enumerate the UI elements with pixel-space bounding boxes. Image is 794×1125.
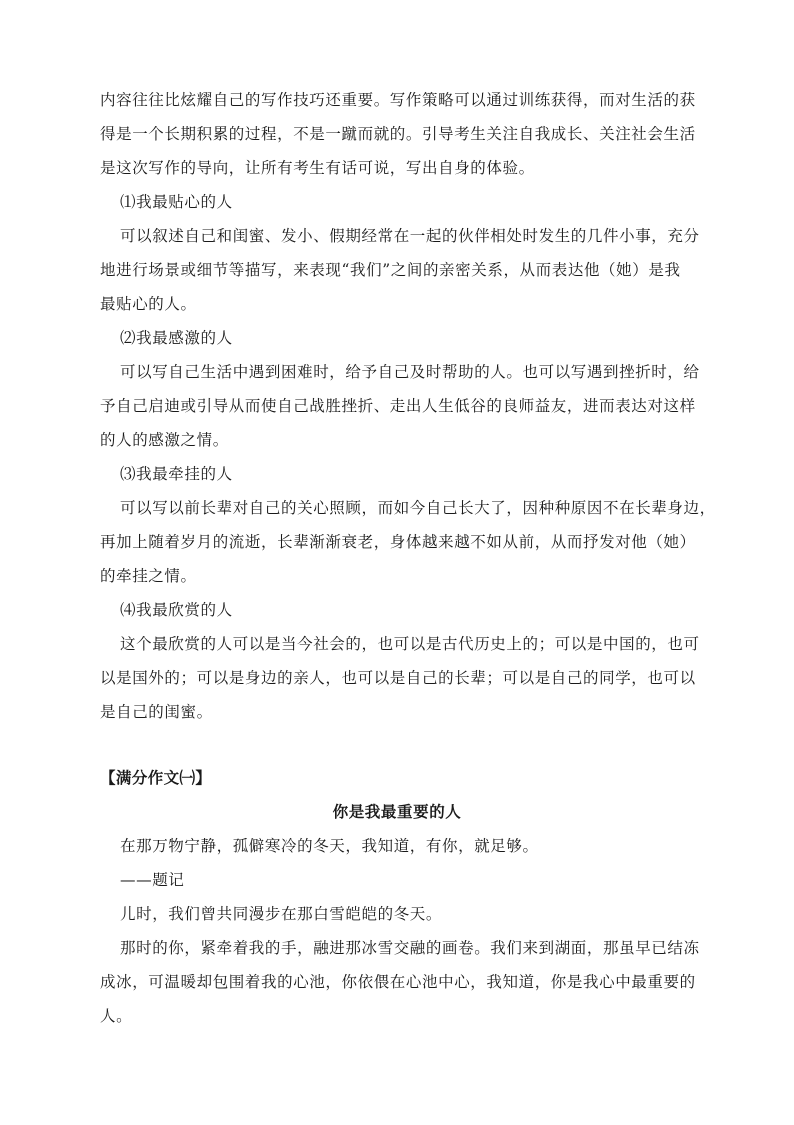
essay-label: 【满分作文㈠】 bbox=[100, 769, 212, 787]
essay-title: 你是我最重要的人 bbox=[332, 803, 462, 821]
intro-line-2: 得是一个长期积累的过程，不是一蹴而就的。引导考生关注自我成长、关注社会生活 bbox=[100, 125, 696, 143]
essay-paragraph-2-line-1: 那时的你，紧牵着我的手，融进那冰雪交融的画卷。我们来到湖面，那虽早已结冻 bbox=[120, 939, 700, 957]
section-4-line-1: 这个最欣赏的人可以是当今社会的，也可以是古代历史上的；可以是中国的，也可 bbox=[120, 635, 700, 653]
section-1-line-1: 可以叙述自己和闺蜜、发小、假期经常在一起的伙伴相处时发生的几件小事，充分 bbox=[120, 227, 700, 245]
section-2-heading: ⑵我最感激的人 bbox=[120, 329, 233, 347]
section-3-heading: ⑶我最牵挂的人 bbox=[120, 465, 233, 483]
section-4-heading: ⑷我最欣赏的人 bbox=[120, 601, 233, 619]
section-2-line-1: 可以写自己生活中遇到困难时，给予自己及时帮助的人。也可以写遇到挫折时，给 bbox=[120, 363, 700, 381]
section-1-heading: ⑴我最贴心的人 bbox=[120, 193, 233, 211]
section-3-line-1: 可以写以前长辈对自己的关心照顾，而如今自己长大了，因种种原因不在长辈身边， bbox=[120, 499, 716, 517]
section-3-line-2: 再加上随着岁月的流逝，长辈渐渐衰老，身体越来越不如从前，从而抒发对他（她） bbox=[100, 533, 696, 551]
essay-paragraph-2-line-3: 人。 bbox=[100, 1007, 133, 1025]
essay-epigraph-attribution: ——题记 bbox=[120, 871, 185, 889]
section-1-line-3: 最贴心的人。 bbox=[100, 295, 197, 313]
essay-paragraph-1: 儿时，我们曾共同漫步在那白雪皑皑的冬天。 bbox=[120, 905, 443, 923]
section-3-line-3: 的牵挂之情。 bbox=[100, 567, 197, 585]
essay-epigraph: 在那万物宁静，孤僻寒冷的冬天，我知道，有你，就足够。 bbox=[120, 837, 539, 855]
section-2-line-2: 予自己启迪或引导从而使自己战胜挫折、走出人生低谷的良师益友，进而表达对这样 bbox=[100, 397, 696, 415]
essay-paragraph-2-line-2: 成冰，可温暖却包围着我的心池，你依偎在心池中心，我知道，你是我心中最重要的 bbox=[100, 973, 696, 991]
intro-line-1: 内容往往比炫耀自己的写作技巧还重要。写作策略可以通过训练获得，而对生活的获 bbox=[100, 91, 696, 109]
section-1-line-2: 地进行场景或细节等描写，来表现“我们”之间的亲密关系，从而表达他（她）是我 bbox=[100, 261, 681, 279]
section-4-line-3: 是自己的闺蜜。 bbox=[100, 703, 213, 721]
section-4-line-2: 以是国外的；可以是身边的亲人，也可以是自己的长辈；可以是自己的同学，也可以 bbox=[100, 669, 696, 687]
section-2-line-3: 的人的感激之情。 bbox=[100, 431, 229, 449]
intro-line-3: 是这次写作的导向，让所有考生有话可说，写出自身的体验。 bbox=[100, 159, 535, 177]
